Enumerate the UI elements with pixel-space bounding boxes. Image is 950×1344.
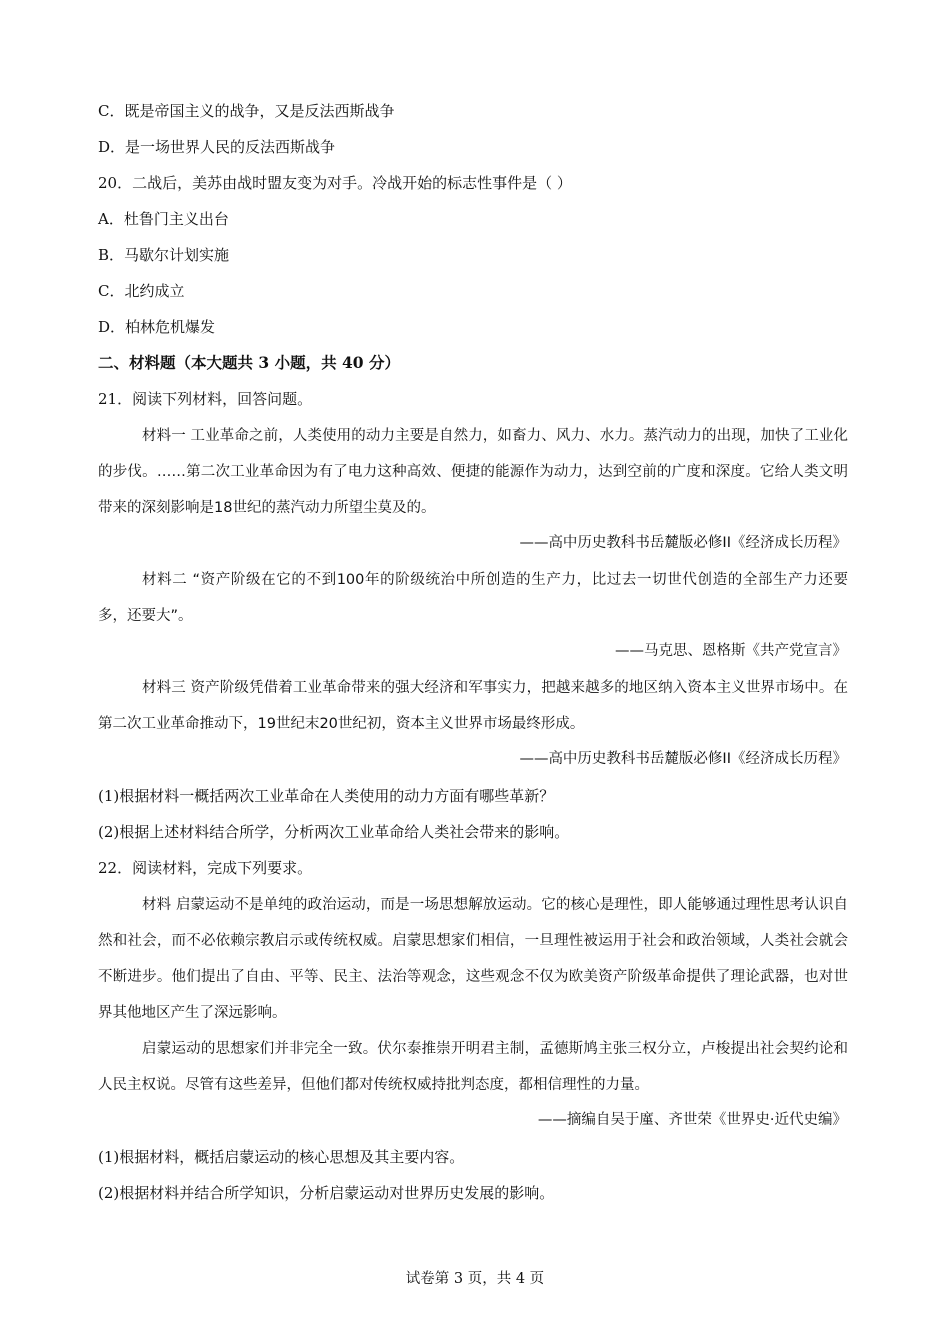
section-heading: 二、材料题（本大题共 3 小题，共 40 分） [98, 353, 400, 372]
q21-material-3: 材料三 资产阶级凭借着工业革命带来的强大经济和军事实力，把越来越多的地区纳入资本主义世界市场中。在第二次工业革命推动下，19世纪末20世纪初，资本主义世界市场最终形成。 [98, 680, 848, 732]
page-footer: 试卷第 3 页，共 4 页 [405, 1271, 545, 1287]
q20-option-b: B．马歇尔计划实施 [98, 246, 230, 264]
q22-material-para-2: 启蒙运动的思想家们并非完全一致。伏尔泰推崇开明君主制，孟德斯鸠主张三权分立，卢梭提出社会契约论和人民主权说。尽管有这些差异，但他们都对传统权威持批判态度，都相信理性的力量。 [98, 1041, 848, 1093]
q22-material-para-1: 材料 启蒙运动不是单纯的政治运动，而是一场思想解放运动。它的核心是理性，即人能够通过理性思考认识自然和社会，而不必依赖宗教启示或传统权威。启蒙思想家们相信，一旦理性被运用于社会和政治领域，人类社会就会不断进步。他们提出了自由、平等、民主、法治等观念，这些观念不仅为欧美资产阶级革命提供了理论武器，也对世界其他地区产生了深远影响。 [98, 897, 848, 1021]
q19-option-d: D．是一场世界人民的反法西斯战争 [98, 138, 336, 156]
q21-sub-question-2: (2)根据上述材料结合所学，分析两次工业革命给人类社会带来的影响。 [98, 823, 570, 841]
q20-stem: 20．二战后，美苏由战时盟友变为对手。冷战开始的标志性事件是（ ） [98, 174, 572, 192]
q20-option-d: D．柏林危机爆发 [98, 318, 216, 336]
q19-option-c: C．既是帝国主义的战争，又是反法西斯战争 [98, 102, 395, 120]
q22-stem: 22．阅读材料，完成下列要求。 [98, 859, 313, 877]
q21-material-2: 材料二 “资产阶级在它的不到100年的阶级统治中所创造的生产力，比过去一切世代创造的全部生产力还要多，还要大”。 [98, 572, 848, 624]
q21-stem: 21．阅读下列材料，回答问题。 [98, 390, 313, 408]
q21-sub-question-1: (1)根据材料一概括两次工业革命在人类使用的动力方面有哪些革新？ [98, 787, 555, 805]
q20-option-c: C．北约成立 [98, 282, 185, 300]
q21-source-2: ——马克思、恩格斯《共产党宣言》 [615, 643, 847, 659]
q21-source-1: ——高中历史教科书岳麓版必修II《经济成长历程》 [519, 535, 847, 551]
q21-source-3: ——高中历史教科书岳麓版必修II《经济成长历程》 [519, 751, 847, 767]
q22-sub-question-2: (2)根据材料并结合所学知识，分析启蒙运动对世界历史发展的影响。 [98, 1184, 555, 1202]
q21-material-1: 材料一 工业革命之前，人类使用的动力主要是自然力，如畜力、风力、水力。蒸汽动力的出现，加快了工业化的步伐。……第二次工业革命因为有了电力这种高效、便捷的能源作为动力，达到空前的广度和深度。它给人类文明带来的深刻影响是18世纪的蒸汽动力所望尘莫及的。 [98, 428, 848, 516]
q22-source: ——摘编自吴于廑、齐世荣《世界史·近代史编》 [537, 1112, 847, 1128]
q20-option-a: A．杜鲁门主义出台 [98, 210, 229, 228]
q22-sub-question-1: (1)根据材料，概括启蒙运动的核心思想及其主要内容。 [98, 1148, 465, 1166]
